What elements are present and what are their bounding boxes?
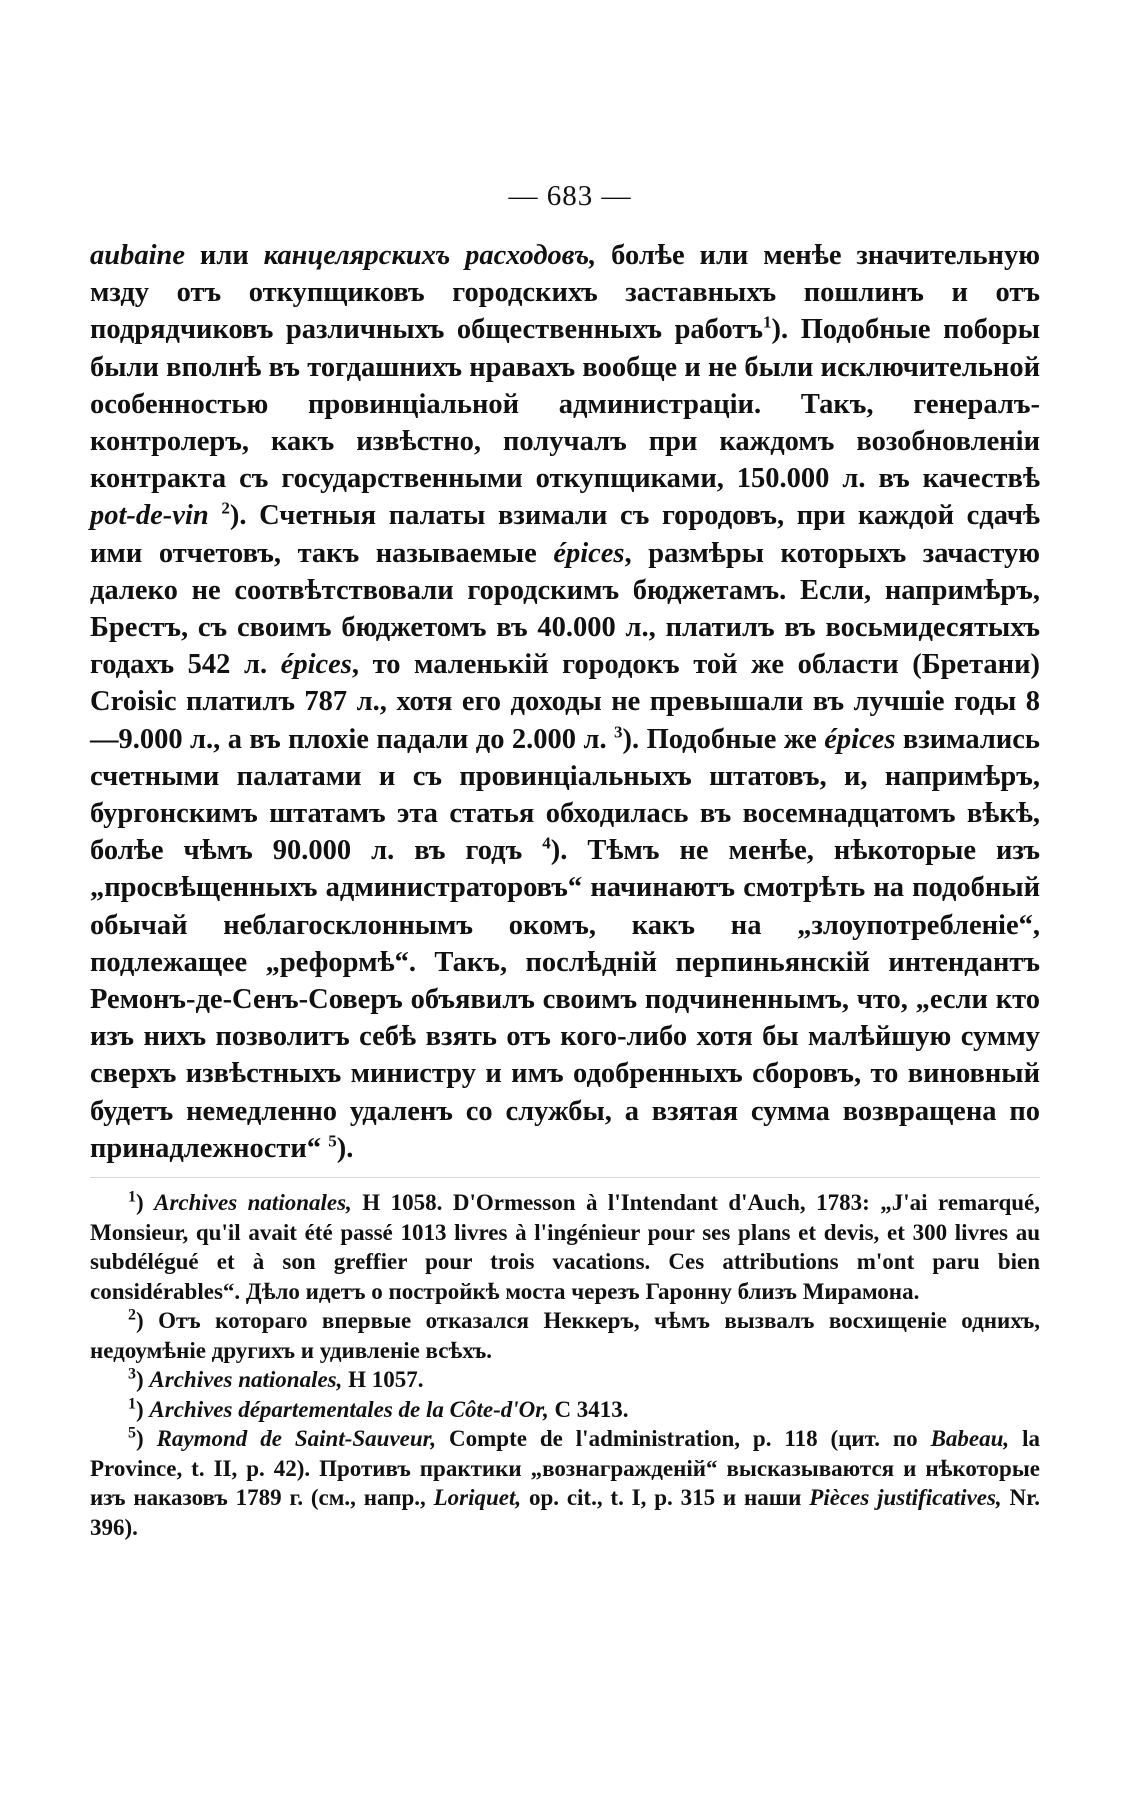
footnote-ref-3: 3 [614,722,623,742]
main-paragraph [90,237,1040,1167]
text-run: ). Тѣмъ не менѣе, нѣкоторые изъ „просвѣщенныхъ администраторовъ“ начинаютъ смотрѣть на подобный обычай неблагосклоннымъ окомъ, какъ на „злоупотребленіе“, подлежащее „реформѣ“. Такъ, послѣдній перпиньянскій интендантъ Ремонъ-де-Сенъ-Соверъ объявилъ своимъ подчиненнымъ, что, „если кто изъ нихъ позволитъ себѣ взять отъ кого-либо хотя бы малѣйшую сумму сверхъ извѣстныхъ министру и имъ одобренныхъ сборовъ, то виновный будетъ немедленно удаленъ со службы, а взятая сумма возвращена по принадлежности“ [90,835,1040,1164]
footnote-1 [90,1188,1040,1306]
page-number: — 683 — [508,180,632,212]
footnote-divider [90,1177,1040,1178]
text-run: или [185,240,264,271]
italic-term: pot-de-vin [90,500,209,532]
text-run: H 1058. D'Ormesson à l'Intendant d'Auch, 1783: „J'ai remarqué, Monsieur, qu'il avait été passé 1013 livres à l'ingénieur pour ses plans et devis, et 300 livres au subdélégué et à son greffier pour trois vacations. Ces attributions m'ont paru bien considérables“. Дѣло идетъ о постройкѣ моста черезъ Гаронну близъ Мирамона. [90,1190,1040,1304]
text-run: болѣе или менѣе значительную мзду отъ откупщиковъ городскихъ заставныхъ пошлинъ и отъ подрядчиковъ различныхъ общественныхъ работъ [90,240,1040,346]
text-run: Compte de l'administration, p. 118 (цит. по [436,1426,931,1451]
footnote-ref-1: 1 [763,312,772,332]
text-run: ). Счетныя палаты взимали съ городовъ, при каждой сдачѣ ими отчетовъ, такъ называемые [90,500,1040,569]
italic-term: Archives départementales de la Côte-d'Or, [149,1396,549,1422]
text-run: Nr. 396). [90,1485,1040,1540]
text-run: , размѣры которыхъ зачастую далеко не соотвѣтствовали городскимъ бюджетамъ. Если, напримѣръ, Брестъ, съ своимъ бюджетомъ въ 40.000 л., платилъ въ восьмидесятыхъ годахъ 542 л. [90,537,1040,681]
text-run: ) [136,1367,150,1392]
footnote-mark: 2 [128,1306,136,1324]
text-run [209,500,222,531]
italic-term: Pièces justificatives, [809,1485,1002,1510]
footnote-2 [90,1306,1040,1365]
footnote-ref-4: 4 [542,833,551,853]
footnote-3 [90,1365,1040,1395]
italic-term: Babeau, [930,1426,1010,1451]
text-run: ) [136,1396,150,1422]
footnote-ref-5: 5 [328,1131,337,1151]
footnote-4 [90,1395,1040,1425]
footnote-mark: 1 [128,1394,136,1412]
footnote-mark: 3 [128,1365,136,1383]
italic-term: aubaine [90,240,186,271]
footnote-mark: 5 [128,1424,136,1442]
italic-term: Archives nationales, [149,1367,343,1392]
text-run: ). Подобные поборы были вполнѣ въ тогдашнихъ нравахъ вообще и не были исключительной особенностью провинціальной администраціи. Такъ, генералъ-контролеръ, какъ извѣстно, получалъ при каждомъ возобновленіи контракта съ государственными откупщиками, 150.000 л. въ качествѣ [90,314,1040,495]
text-run: взимались счетными палатами и съ провинціальныхъ штатовъ, и, напримѣръ, бургонскимъ штатамъ эта статья обходилась въ восемнадцатомъ вѣкѣ, болѣе чѣмъ 90.000 л. въ годъ [90,723,1040,867]
footnotes [90,1188,1040,1542]
main-text [90,237,1040,1167]
italic-term: épices [280,649,352,681]
footnote-mark: 1 [128,1188,136,1206]
text-run: la Province, t. II, p. 42). Противъ практики „вознагражденій“ высказываются и нѣкоторые изъ наказовъ 1789 г. (см., напр., [90,1426,1040,1510]
text-run: H 1057. [342,1367,424,1392]
text-run: ) Отъ котораго впервые отказался Неккеръ, чѣмъ вызвалъ восхищеніе однихъ, недоумѣніе другихъ и удивленіе всѣхъ. [90,1308,1040,1363]
italic-term: канцелярскихъ расходовъ, [263,240,597,271]
text-run: ). [336,1132,354,1164]
text-run: C 3413. [548,1396,629,1422]
italic-term: épices [553,537,625,569]
footnote-ref-2: 2 [221,498,230,518]
text-run: ). Подобные же [622,723,825,755]
text-run: op. cit., t. I, p. 315 и наши [521,1485,810,1510]
italic-term: Archives nationales, [154,1190,352,1215]
footnote-5 [90,1424,1040,1542]
italic-term: Loriquet, [433,1485,522,1510]
text-run: ) [136,1426,157,1451]
italic-term: Raymond de Saint-Sauveur, [156,1426,437,1451]
text-run: , то маленькій городокъ той же области (Бретани) Croisic платилъ 787 л., хотя его доходы не превышали въ лучшіе годы 8—9.000 л., а въ плохіе падали до 2.000 л. [90,649,1040,755]
italic-term: épices [824,723,896,755]
text-run: ) [136,1190,155,1215]
